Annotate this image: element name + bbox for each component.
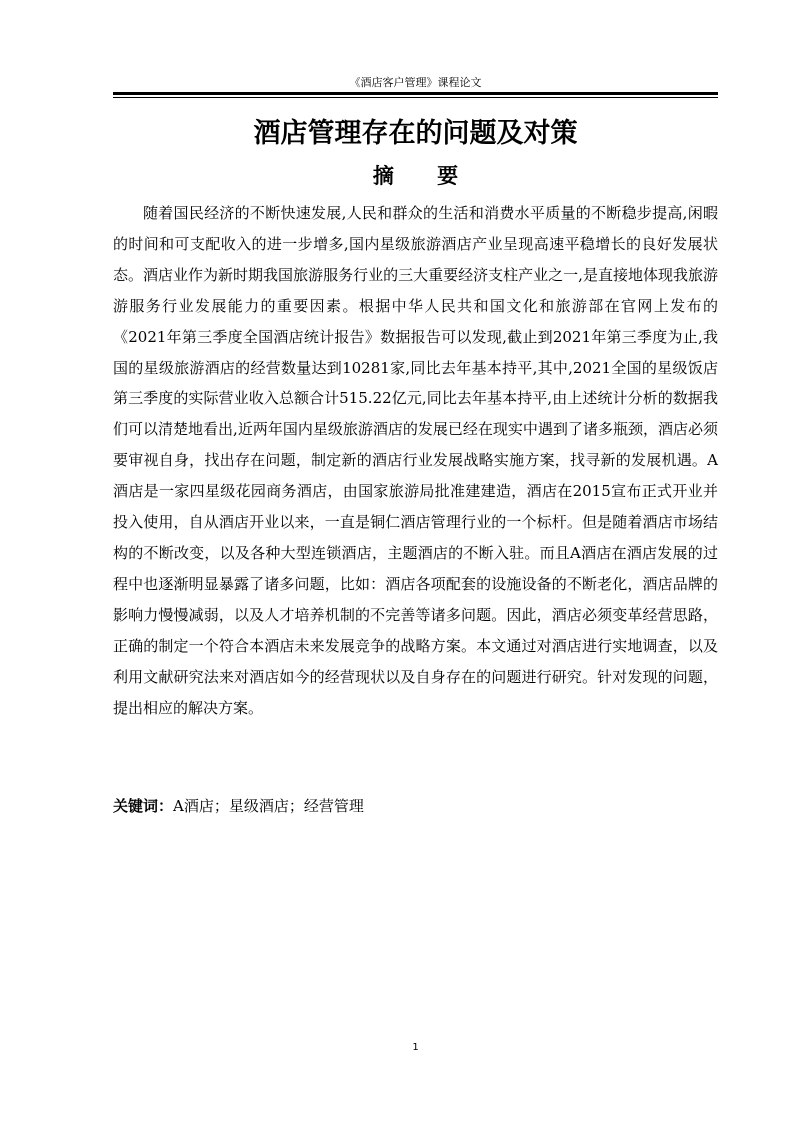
keywords-label: 关键词： xyxy=(113,797,174,815)
paper-title: 酒店管理存在的问题及对策 xyxy=(253,118,578,149)
keywords-line xyxy=(113,793,718,819)
abstract-heading: 摘 要 xyxy=(372,164,477,188)
keywords-list: A酒店；星级酒店；经营管理 xyxy=(173,797,364,815)
running-header: 《酒店客户管理》课程论文 xyxy=(349,76,482,89)
header-rule-thick xyxy=(113,92,718,95)
page-number: 1 xyxy=(412,1042,419,1053)
header-rule-thin xyxy=(113,97,718,98)
abstract-body: 随着国民经济的不断快速发展,人民和群众的生活和消费水平质量的不断稳步提高,闲暇的时间和可支配收入的进一步增多,国内星级旅游酒店产业呈现高速平稳增长的良好发展状态。酒店业作为新时期我国旅游服务行业的三大重要经济支柱产业之一,是直接地体现我旅游游服务行业发展能力的重要因素。根据中华人民共和国文化和旅游部在官网上发布的《2021年第三季度全国酒店统计报告》数据报告可以发现,截止到2021年第三季度为止,我国的星级旅游酒店的经营数量达到10281家,同比去年基本持平,其中,2021全国的星级饭店第三季度的实际营业收入总额合计515.22亿元,同比去年基本持平,由上述统计分析的数据我们可以清楚地看出,近两年国内星级旅游酒店的发展已经在现实中遇到了诸多瓶颈，酒店必须要审视自身，找出存在问题，制定新的酒店行业发展战略实施方案，找寻新的发展机遇。A酒店是一家四星级花园商务酒店，由国家旅游局批准建建造，酒店在2015宣布正式开业并投入使用，自从酒店开业以来，一直是铜仁酒店管理行业的一个标杆。但是随着酒店市场结构的不断改变，以及各种大型连锁酒店，主题酒店的不断入驻。而且A酒店在酒店发展的过程中也逐渐明显暴露了诸多问题，比如：酒店各项配套的设施设备的不断老化，酒店品牌的影响力慢慢减弱，以及人才培养机制的不完善等诸多问题。因此，酒店必须变革经营思路，正确的制定一个符合本酒店未来发展竞争的战略方案。本文通过对酒店进行实地调查，以及利用文献研究法来对酒店如今的经营现状以及自身存在的问题进行研究。针对发现的问题，提出相应的解决方案。 xyxy=(113,204,718,717)
